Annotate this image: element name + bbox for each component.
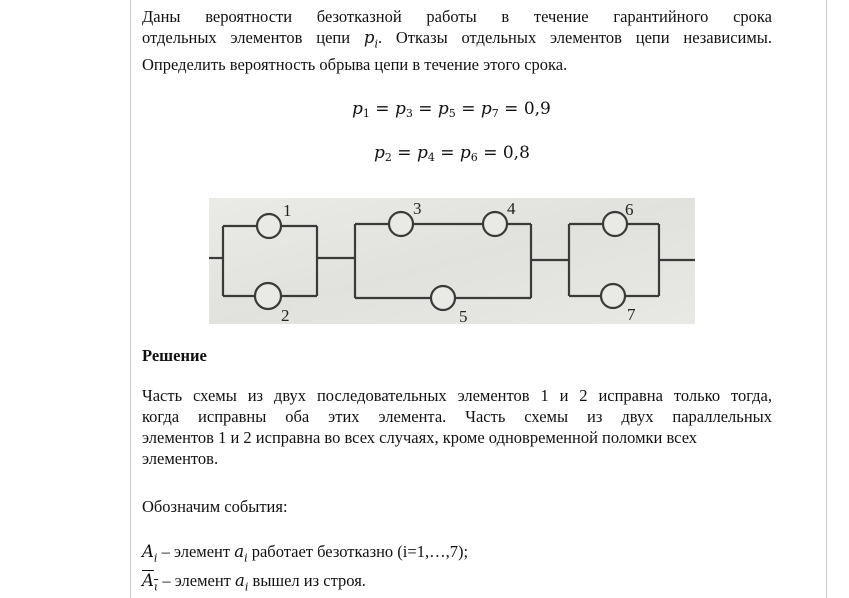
problem-line-2: отдельных элементов цепи $p_i$. Отказы отдельных элементов цепи независимы. bbox=[142, 28, 773, 51]
formula-p-even: $p_2 = p_4 = p_6 = 0,8$ bbox=[374, 143, 530, 164]
solution-heading: Решение bbox=[142, 346, 207, 365]
label-2: 2 bbox=[281, 306, 290, 324]
var-p-i: $p_i$ bbox=[363, 28, 378, 51]
element-7 bbox=[601, 284, 625, 308]
events-intro: Обозначим события: bbox=[142, 497, 288, 516]
element-4 bbox=[483, 212, 507, 236]
circuit-diagram-photo bbox=[209, 198, 695, 324]
label-6: 6 bbox=[625, 200, 634, 219]
var-A-bar-i: $A_\iota$ bbox=[142, 571, 159, 594]
var-a-i: $a_i$ bbox=[234, 542, 248, 565]
element-5 bbox=[431, 286, 455, 310]
var-a-i-2: $a_i$ bbox=[235, 571, 249, 594]
label-4: 4 bbox=[507, 199, 516, 218]
var-A-i: $A_i$ bbox=[142, 542, 158, 565]
element-6 bbox=[603, 212, 627, 236]
solution-line-1: Часть схемы из двух последовательных элементов 1 и 2 исправна только тогда, bbox=[142, 386, 772, 405]
event-a-i: $A_i$ – элемент $a_i$ работает безотказно (i=1,…,7); bbox=[142, 542, 469, 565]
label-5: 5 bbox=[459, 307, 468, 324]
problem-statement bbox=[142, 6, 772, 75]
element-3 bbox=[389, 212, 413, 236]
solution-line-4: элементов. bbox=[142, 449, 219, 468]
event-not-a-i: $A_\iota$ – элемент $a_i$ вышел из строя. bbox=[142, 571, 366, 594]
left-margin-guide bbox=[130, 0, 131, 598]
solution-line-2: когда исправны оба этих элемента. Часть схемы из двух параллельных bbox=[142, 407, 772, 426]
event-definitions bbox=[142, 540, 772, 598]
problem-line-1: Даны вероятности безотказной работы в течение гарантийного срока bbox=[142, 7, 772, 26]
label-7: 7 bbox=[627, 305, 636, 324]
element-1 bbox=[257, 214, 281, 238]
solution-paragraph bbox=[142, 385, 772, 469]
element-2 bbox=[255, 283, 281, 309]
right-margin-guide bbox=[826, 0, 827, 598]
label-1: 1 bbox=[283, 201, 292, 220]
solution-line-3: элементов 1 и 2 исправна во всех случаях, кроме одновременной поломки всех bbox=[142, 428, 698, 447]
label-3: 3 bbox=[413, 199, 422, 218]
formula-p-odd: $p_1 = p_3 = p_5 = p_7 = 0,9$ bbox=[352, 99, 551, 120]
problem-line-3: Определить вероятность обрыва цепи в течение этого срока. bbox=[142, 55, 568, 75]
